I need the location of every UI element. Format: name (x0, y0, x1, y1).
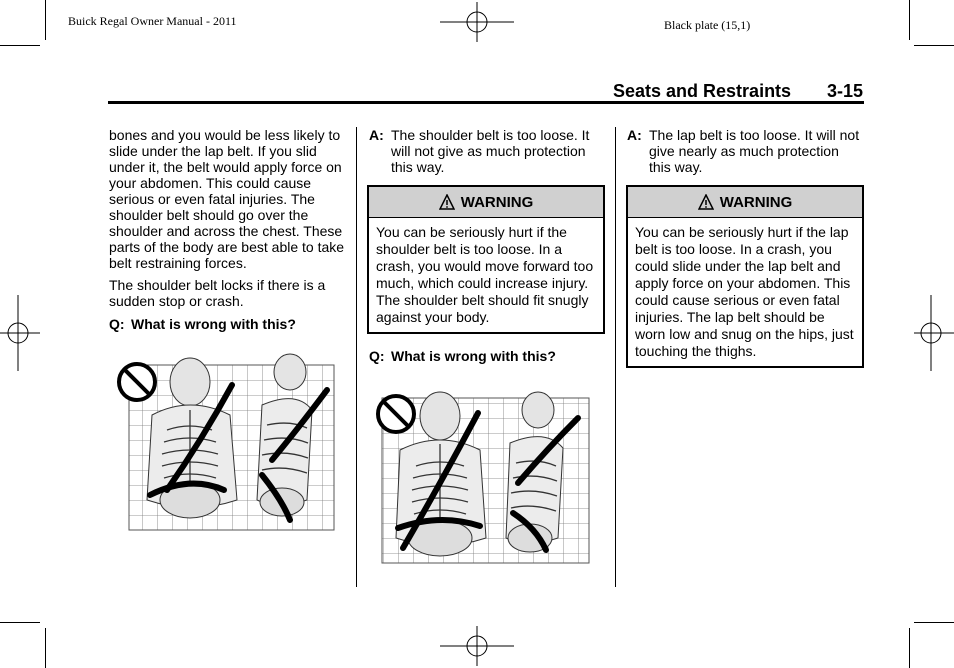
answer-label: A: (369, 127, 384, 143)
plate-label: Black plate (15,1) (664, 18, 751, 32)
crop-mark (909, 0, 910, 40)
crop-mark (0, 45, 40, 46)
seatbelt-illustration-shoulder-belt (368, 388, 593, 568)
manual-title: Buick Regal Owner Manual - 2011 (68, 14, 237, 28)
crop-mark (0, 622, 40, 623)
question (369, 348, 604, 364)
header-rule (108, 101, 864, 104)
answer (627, 127, 862, 175)
crop-mark (914, 622, 954, 623)
question-text: What is wrong with this? (391, 348, 556, 364)
warning-header (369, 187, 603, 218)
warning-icon (698, 194, 714, 210)
paragraph: bones and you would be less likely to slide under the lap belt. If you slid under it, the belt would apply force on your abdomen. This could cause serious or even fatal injuries. The shoulder belt should go over the shoulder and across the chest. These parts of the body are best able to take belt restraining forces. (109, 127, 345, 271)
question-label: Q: (369, 348, 385, 364)
registration-mark-icon (440, 2, 514, 42)
registration-mark-icon (0, 295, 40, 371)
warning-icon (439, 194, 455, 210)
column-2 (369, 127, 604, 175)
question-text: What is wrong with this? (131, 316, 296, 332)
warning-box (367, 185, 605, 334)
column-3 (627, 127, 862, 175)
question-label: Q: (109, 316, 125, 332)
section-title: Seats and Restraints (613, 81, 792, 101)
column-divider (356, 127, 357, 587)
seatbelt-illustration-lap-belt (112, 350, 337, 535)
answer (369, 127, 604, 175)
paragraph: The shoulder belt locks if there is a sudden stop or crash. (109, 277, 326, 309)
column-divider (615, 127, 616, 587)
registration-mark-icon (440, 626, 514, 666)
warning-text: You can be seriously hurt if the shoulder belt is too loose. In a crash, you would move forward too much, which could increase injury. The shoulder belt should fit snugly against your body. (376, 224, 594, 325)
answer-text: The shoulder belt is too loose. It will not give as much protection this way. (391, 127, 590, 175)
warning-box (626, 185, 864, 368)
warning-title: WARNING (460, 193, 534, 211)
warning-header (628, 187, 862, 218)
page-number: 3-15 (827, 81, 864, 101)
warning-text: You can be seriously hurt if the lap belt is too loose. In a crash, you could slide under the lap belt and apply force on your abdomen. This could cause serious or even fatal injuries. The lap belt should be worn low and snug on the hips, just touching the thighs. (635, 224, 854, 359)
answer-label: A: (627, 127, 642, 143)
warning-title: WARNING (719, 193, 793, 211)
crop-mark (45, 0, 46, 40)
crop-mark (909, 628, 910, 668)
question (109, 316, 349, 332)
registration-mark-icon (914, 295, 954, 371)
crop-mark (914, 45, 954, 46)
answer-text: The lap belt is too loose. It will not give nearly as much protection this way. (649, 127, 860, 175)
crop-mark (45, 628, 46, 668)
column-1 (109, 127, 349, 332)
